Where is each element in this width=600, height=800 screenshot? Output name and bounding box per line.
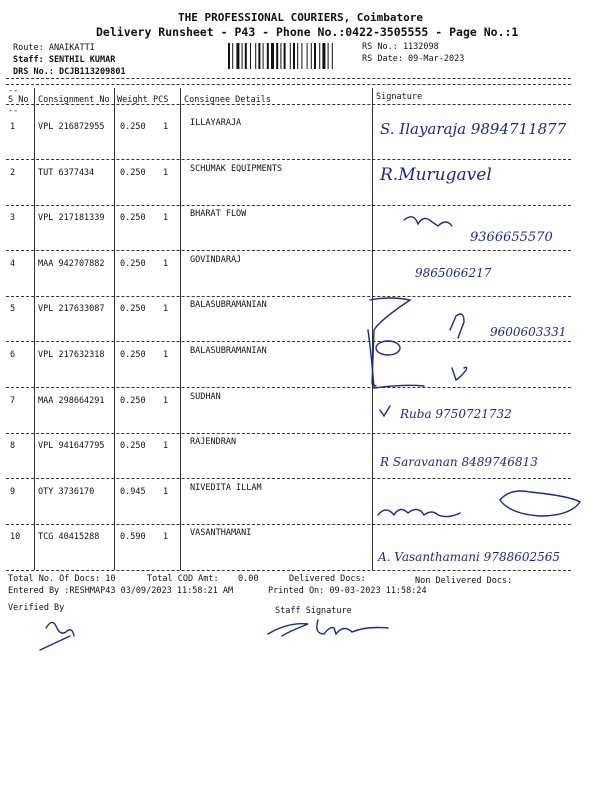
row-consignee: VASANTHAMANI — [190, 528, 252, 538]
row-consignee: SCHUMAK EQUIPMENTS — [190, 164, 283, 174]
row-consignee: BALASUBRAMANIAN — [190, 346, 267, 356]
barcode-bar — [314, 43, 316, 69]
handwriting-10: A. Vasanthamani 9788602565 — [378, 550, 561, 564]
column-separator — [34, 88, 35, 570]
row-pcs: 1 — [163, 532, 169, 542]
row-consignment-no: MAA 942707882 — [38, 259, 105, 269]
barcode-bar — [276, 43, 278, 69]
row-sno: 10 — [10, 532, 21, 542]
row-consignment-no: VPL 217633087 — [38, 304, 105, 314]
row-divider — [6, 341, 571, 342]
row-sno: 3 — [10, 213, 16, 223]
row-sno: 5 — [10, 304, 16, 314]
handwriting-7: Ruba 9750721732 — [400, 407, 512, 421]
delivered-docs: Delivered Docs: — [289, 574, 366, 584]
barcode — [228, 43, 356, 69]
total-docs: Total No. Of Docs: 10 — [8, 574, 116, 584]
barcode-bar — [311, 43, 312, 69]
row-pcs: 1 — [163, 213, 169, 223]
col-consignee: Consignee Details — [184, 95, 271, 105]
barcode-bar — [284, 43, 286, 69]
staff-signature-label: Staff Signature — [275, 606, 352, 616]
handwriting-1: S. Ilayaraja 9894711877 — [380, 120, 567, 138]
row-consignee: RAJENDRAN — [190, 437, 237, 447]
company-title: THE PROFESSIONAL COURIERS, Coimbatore — [178, 11, 424, 24]
row-weight: 0.590 — [120, 532, 146, 542]
divider-mark: -- — [8, 86, 19, 96]
row-weight: 0.250 — [120, 304, 146, 314]
row-weight: 0.250 — [120, 441, 146, 451]
row-consignment-no: TUT 6377434 — [38, 168, 95, 178]
rs-number: RS No.: 1132098 — [362, 42, 439, 52]
row-weight: 0.945 — [120, 487, 146, 497]
row-weight: 0.250 — [120, 396, 146, 406]
row-weight: 0.250 — [120, 168, 146, 178]
column-separator — [372, 88, 373, 570]
col-weight: Weight — [117, 95, 148, 105]
divider — [6, 78, 571, 79]
row-consignee: BHARAT FLOW — [190, 209, 247, 219]
row-consignee: SUDHAN — [190, 392, 221, 402]
row-pcs: 1 — [163, 487, 169, 497]
row-pcs: 1 — [163, 304, 169, 314]
barcode-bar — [255, 43, 256, 69]
barcode-bar — [297, 43, 298, 69]
row-divider — [6, 478, 571, 479]
divider — [6, 84, 571, 85]
verified-by-label: Verified By — [8, 603, 65, 613]
handwriting-2: R.Murugavel — [380, 165, 492, 185]
row-weight: 0.250 — [120, 122, 146, 132]
row-sno: 9 — [10, 487, 16, 497]
row-sno: 7 — [10, 396, 16, 406]
row-sno: 6 — [10, 350, 16, 360]
barcode-bar — [319, 43, 320, 69]
row-divider — [6, 159, 571, 160]
handwriting-3: 9366655570 — [470, 230, 553, 245]
drs-label: DRS No.: DCJB113209801 — [13, 67, 126, 77]
barcode-bar — [271, 43, 274, 69]
barcode-bar — [293, 43, 295, 69]
row-pcs: 1 — [163, 396, 169, 406]
barcode-bar — [301, 43, 302, 69]
handwriting-8: R Saravanan 8489746813 — [380, 455, 538, 469]
handwriting-5: 9600603331 — [490, 325, 567, 339]
col-pcs: PCS — [153, 95, 169, 105]
barcode-bar — [332, 43, 333, 69]
row-consignment-no: VPL 217181339 — [38, 213, 105, 223]
barcode-bar — [245, 43, 247, 69]
column-separator — [114, 88, 115, 570]
row-consignee: BALASUBRAMANIAN — [190, 300, 267, 310]
total-cod-value: 0.00 — [238, 574, 259, 584]
rs-date: RS Date: 09-Mar-2023 — [362, 54, 465, 64]
divider-mark: -- — [8, 106, 19, 116]
row-sno: 4 — [10, 259, 16, 269]
barcode-bar — [328, 43, 329, 69]
row-divider — [6, 433, 571, 434]
barcode-bar — [242, 43, 243, 69]
divider — [6, 570, 571, 571]
row-consignee: NIVEDITA ILLAM — [190, 483, 262, 493]
barcode-bar — [322, 43, 325, 69]
col-sno: S No — [8, 95, 29, 105]
barcode-bar — [267, 43, 269, 69]
row-divider — [6, 387, 571, 388]
barcode-bar — [232, 43, 233, 69]
row-pcs: 1 — [163, 168, 169, 178]
row-weight: 0.250 — [120, 213, 146, 223]
total-cod-label: Total COD Amt: — [147, 574, 219, 584]
row-divider — [6, 250, 571, 251]
col-consignment: Consignment No — [38, 95, 110, 105]
barcode-bar — [228, 43, 230, 69]
row-consignee: GOVINDARAJ — [190, 255, 242, 265]
row-sno: 2 — [10, 168, 16, 178]
row-weight: 0.250 — [120, 350, 146, 360]
barcode-bar — [263, 43, 264, 69]
staff-label: Staff: SENTHIL KUMAR — [13, 55, 116, 65]
barcode-bar — [250, 43, 251, 69]
row-divider — [6, 524, 571, 525]
barcode-bar — [290, 43, 291, 69]
barcode-bar — [307, 43, 308, 69]
row-sno: 1 — [10, 122, 16, 132]
row-consignment-no: VPL 216872955 — [38, 122, 105, 132]
row-pcs: 1 — [163, 350, 169, 360]
row-divider — [6, 205, 571, 206]
row-consignment-no: MAA 298664291 — [38, 396, 105, 406]
route-label: Route: ANAIKATTI — [13, 43, 95, 53]
row-pcs: 1 — [163, 441, 169, 451]
row-consignment-no: TCG 40415288 — [38, 532, 100, 542]
row-pcs: 1 — [163, 122, 169, 132]
row-divider — [6, 296, 571, 297]
printed-on: Printed On: 09-03-2023 11:58:24 — [268, 586, 427, 596]
row-consignment-no: VPL 941647795 — [38, 441, 105, 451]
barcode-bar — [280, 43, 281, 69]
row-consignment-no: VPL 217632318 — [38, 350, 105, 360]
row-sno: 8 — [10, 441, 16, 451]
barcode-bar — [236, 43, 239, 69]
column-separator — [180, 88, 181, 570]
handwriting-4: 9865066217 — [415, 266, 492, 280]
non-delivered-docs: Non Delivered Docs: — [415, 576, 513, 586]
runsheet-title: Delivery Runsheet - P43 - Phone No.:0422-3505555 - Page No.:1 — [96, 25, 519, 39]
entered-by: Entered By :RESHMAP43 03/09/2023 11:58:21 AM — [8, 586, 234, 596]
barcode-bar — [258, 43, 260, 69]
row-consignment-no: OTY 3736170 — [38, 487, 95, 497]
col-signature: Signature — [376, 92, 423, 102]
row-weight: 0.250 — [120, 259, 146, 269]
row-consignee: ILLAYARAJA — [190, 118, 242, 128]
row-pcs: 1 — [163, 259, 169, 269]
